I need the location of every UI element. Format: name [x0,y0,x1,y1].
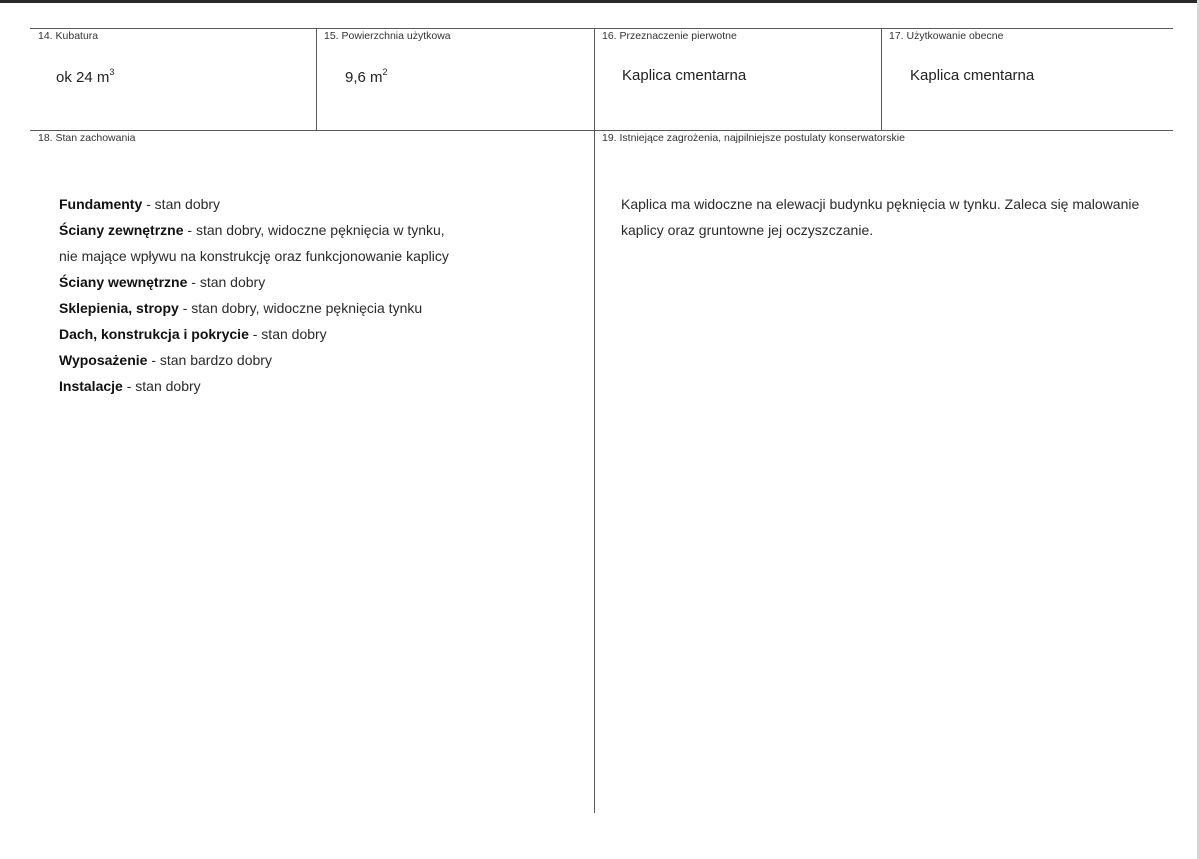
condition-line-text: - stan dobry [142,196,221,212]
field-15-value-text: 9,6 m [345,69,383,86]
condition-line [59,300,422,316]
condition-line [59,326,327,342]
condition-line [59,196,220,212]
condition-line-text: - stan bardzo dobry [147,352,272,368]
condition-line [59,274,265,290]
condition-line-text: - stan dobry, widoczne pęknięcia tynku [178,300,423,316]
condition-line-text: nie mające wpływu na konstrukcję oraz funkcjonowanie kaplicy [59,248,449,264]
field-15-unit-exponent: 2 [382,67,388,77]
condition-line-text: - stan dobry, widoczne pęknięcia w tynku, [183,222,445,238]
threat-text-line: Kaplica ma widoczne na elewacji budynku pęknięcia w tynku. Zaleca się malowanie [621,196,1140,212]
field-17-value: Kaplica cmentarna [910,67,1035,84]
condition-line-heading: Ściany wewnętrzne [59,274,188,290]
condition-line-text: - stan dobry [248,326,327,342]
condition-line [59,248,449,264]
condition-line-heading: Wyposażenie [59,352,148,368]
field-16-value: Kaplica cmentarna [622,67,747,84]
top-border-line [30,28,1173,29]
col-divider-15-16 [594,28,595,813]
condition-line-heading: Sklepienia, stropy [59,300,179,316]
condition-line-text: - stan dobry [122,378,201,394]
condition-line [59,352,272,368]
field-19-label: 19. Istniejące zagrożenia, najpilniejsze postulaty konserwatorskie [602,132,905,144]
condition-line-heading: Dach, konstrukcja i pokrycie [59,326,249,342]
field-14-value [56,67,114,86]
field-17-label: 17. Użytkowanie obecne [889,30,1004,42]
field-16-label: 16. Przeznaczenie pierwotne [602,30,737,42]
field-15-value [345,67,388,86]
col-divider-14-15 [316,28,317,130]
condition-line [59,222,445,238]
threat-text-line: kaplicy oraz gruntowne jej oczyszczanie. [621,222,874,238]
condition-line-heading: Instalacje [59,378,123,394]
field-14-unit-exponent: 3 [109,67,115,77]
condition-line-text: - stan dobry [187,274,266,290]
condition-line-heading: Ściany zewnętrzne [59,222,184,238]
row-divider-line [30,130,1173,131]
field-18-label: 18. Stan zachowania [38,132,136,144]
col-divider-16-17 [881,28,882,130]
condition-line [59,378,201,394]
field-15-label: 15. Powierzchnia użytkowa [324,30,451,42]
condition-line-heading: Fundamenty [59,196,143,212]
field-14-value-text: ok 24 m [56,69,110,86]
scan-edge-top [0,0,1199,3]
field-14-label: 14. Kubatura [38,30,99,42]
